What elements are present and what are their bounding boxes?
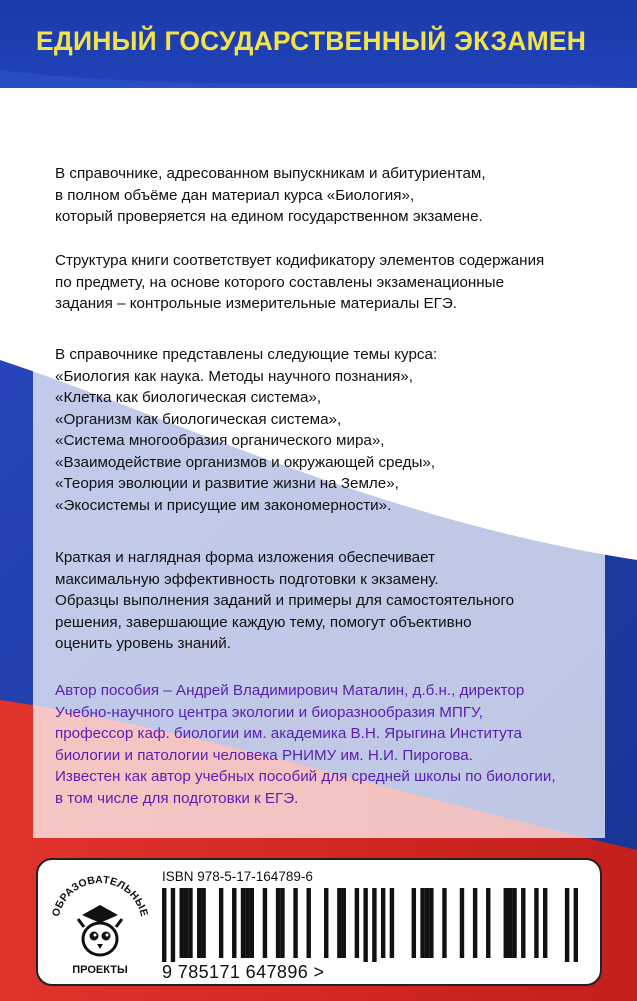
barcode-bar [324,888,328,958]
barcode-bar [201,888,205,958]
topic-item: «Экосистемы и присущие им закономерности». [55,496,392,514]
barcode-bar [241,888,245,958]
barcode-bar [184,888,188,958]
barcode-bar [390,888,394,958]
barcode-bar [245,888,249,958]
barcode-bar [171,888,175,962]
barcode-bar [425,888,429,958]
barcode-digits: 9 785171 647896 > [162,962,325,982]
topics-paragraph [55,344,585,516]
publisher-logo [44,865,156,980]
barcode-bar [420,888,424,958]
topics-heading: В справочнике представлены следующие темы курса: [55,346,438,363]
structure-paragraph [55,250,585,315]
barcode-bar [442,888,446,958]
publisher-bottom-text: ПРОЕКТЫ [72,964,128,976]
barcode-bar [504,888,508,958]
author-line: Известен как автор учебных пособий для средней школы по биологии, [55,768,556,785]
barcode-bar [508,888,512,958]
barcode-bar [197,888,201,958]
barcode-bar [429,888,433,958]
barcode-bar [180,888,184,958]
summary-paragraph [55,547,585,655]
barcode-bar [276,888,280,958]
barcode-bar [219,888,223,958]
barcode-bar [574,888,578,962]
topic-item: «Клетка как биологическая система», [55,389,322,406]
owl-emblem-icon [78,905,122,955]
barcode-bar [307,888,311,958]
barcode-bar [512,888,516,958]
barcode-bar [412,888,416,958]
intro-paragraph [55,163,585,228]
barcode-bar [293,888,297,958]
barcode-bar [162,888,166,962]
barcode-bar [355,888,359,958]
barcode-bar [337,888,341,958]
author-line: профессор каф. биологии им. академика В.Н. Ярыгина Института [55,725,522,742]
topic-item: «Теория эволюции и развитие жизни на Земле», [55,475,399,492]
barcode-bar [280,888,284,958]
author-line: Автор пособия – Андрей Владимирович Маталин, д.б.н., директор [55,682,525,699]
barcode-bar [486,888,490,958]
publisher-top-text: ОБРАЗОВАТЕЛЬНЫЕ [49,873,151,918]
summary-line: Краткая и наглядная форма изложения обеспечивает [55,549,436,566]
barcode-bar [363,888,367,962]
topic-item: «Взаимодействие организмов и окружающей среды», [55,453,436,471]
structure-line: по предмету, на основе которого составлены экзаменационные [55,273,505,291]
barcode-bar [460,888,464,958]
isbn-label: ISBN 978-5-17-164789-6 [162,869,313,884]
topic-item: «Биология как наука. Методы научного познания», [55,367,413,385]
topic-item: «Система многообразия органического мира», [55,432,385,449]
barcode-bar [342,888,346,958]
header-band [0,0,637,88]
barcode-bar [565,888,569,962]
header-title: ЕДИНЫЙ ГОСУДАРСТВЕННЫЙ ЭКЗАМЕН [36,26,587,56]
author-paragraph [55,680,585,809]
barcode-bar [381,888,385,958]
intro-line: В справочнике, адресованном выпускникам и абитуриентам, [55,165,486,182]
barcode-bar [263,888,267,958]
author-line: Учебно-научного центра экологии и биоразнообразия МПГУ, [55,703,483,721]
summary-line: решения, завершающие каждую тему, помогут объективно [55,613,472,631]
structure-line: задания – контрольные измерительные материалы ЕГЭ. [55,295,457,312]
barcode-bar [534,888,538,958]
topic-item: «Организм как биологическая система», [55,410,342,428]
summary-line: максимальную эффективность подготовки к экзамену. [55,570,439,588]
intro-line: в полном объёме дан материал курса «Биология», [55,186,415,204]
barcode-bar [521,888,525,958]
barcode-bar [250,888,254,958]
barcode-bar [543,888,547,958]
barcode-image [162,888,578,962]
barcode-bar [188,888,192,958]
author-line: в том числе для подготовки к ЕГЭ. [55,789,299,807]
author-line: биологии и патологии человека РНИМУ им. Н.И. Пирогова. [55,746,473,764]
barcode-bar [232,888,236,958]
barcode-bar [372,888,376,962]
barcode-bar [473,888,477,958]
structure-line: Структура книги соответствует кодификатору элементов содержания [55,252,545,269]
summary-line: Образцы выполнения заданий и примеры для самостоятельного [55,592,515,609]
intro-line: который проверяется на едином государственном экзамене. [55,208,483,225]
summary-line: оценить уровень знаний. [55,635,231,652]
